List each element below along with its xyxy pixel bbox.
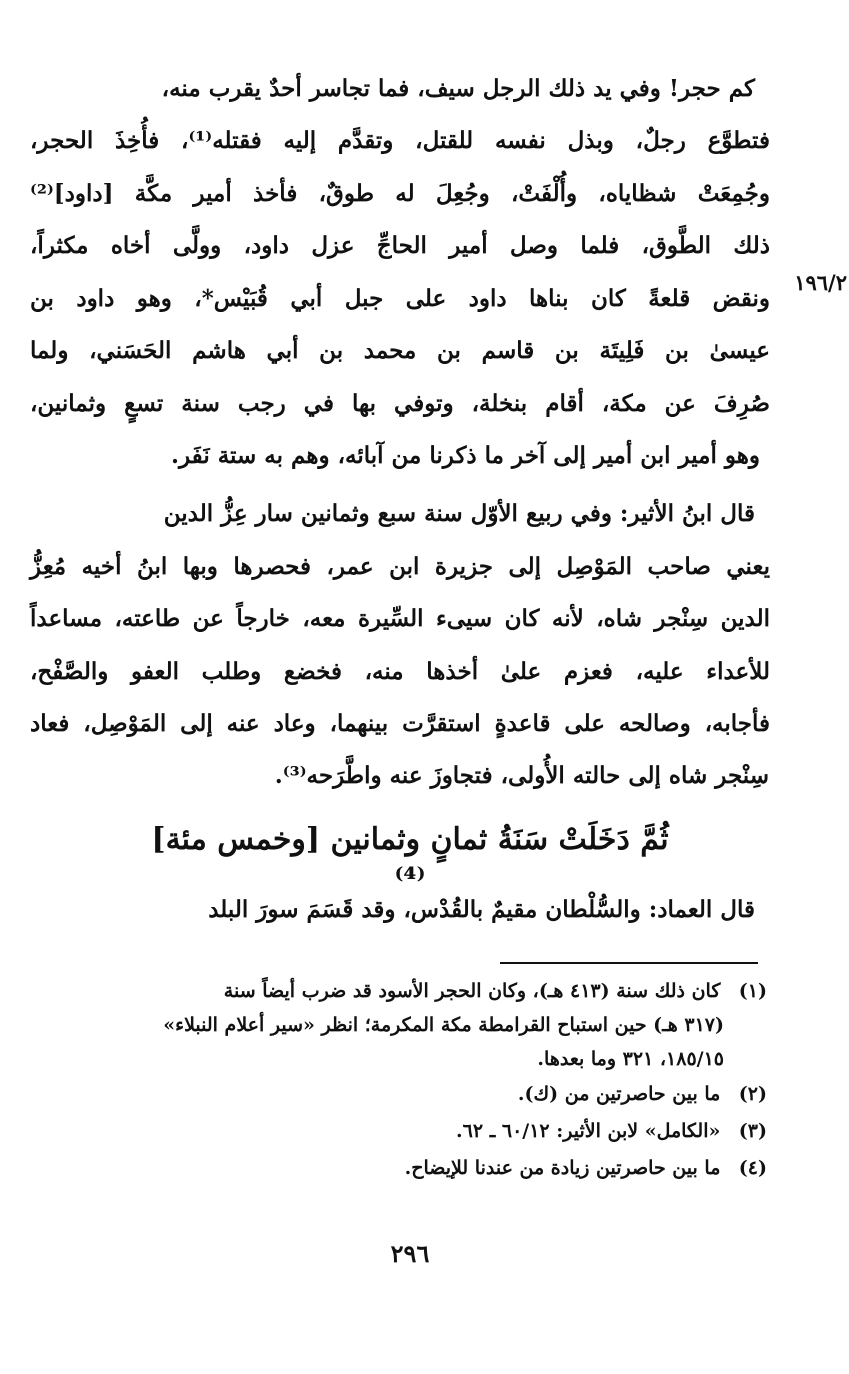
footnote-3-number: (٣) — [738, 1120, 767, 1142]
footnote-1-number: (١) — [738, 980, 767, 1002]
paragraph-1-line-7: صُرِفَ عن مكة، أقام بنخلة، وتوفي بها في رجب سنة تسعٍ وثمانين، — [30, 390, 770, 417]
footnote-2-number: (٢) — [738, 1083, 767, 1105]
paragraph-2-line-6: سِنْجر شاه إلى حالته الأُولى، فتجاوزَ عنه واطَّرَحه⁽³⁾. — [274, 762, 769, 789]
footnote-2 — [518, 1081, 767, 1107]
section-heading: ثُمَّ دَخَلَتْ سَنَةُ ثمانٍ وثمانين [وخمس مئة]⁽⁴⁾ — [151, 822, 669, 897]
paragraph-2-line-4: للأعداء عليه، فعزم علىٰ أخذها منه، فخضع وطلب العفو والصَّفْح، — [30, 658, 770, 685]
paragraph-2-line-5: فأجابه، وصالحه على قاعدةٍ استقرَّت بينهما، وعاد عنه إلى المَوْصِل، فعاد — [30, 710, 770, 737]
footnote-3 — [456, 1118, 767, 1144]
paragraph-2-line-1: قال ابنُ الأثير: وفي ربيع الأوّل سنة سبع وثمانين سار عِزُّ الدين — [163, 500, 755, 527]
footnote-1-line-2: (٣١٧ هـ) حين استباح القرامطة مكة المكرمة؛ انظر «سير أعلام النبلاء» — [163, 1014, 724, 1036]
paragraph-1-line-4: ذلك الطَّوق، فلما وصل أمير الحاجِّ عزل داود، وولَّى أخاه مكثراً، — [30, 232, 770, 259]
footnote-4-text: ما بين حاصرتين زيادة من عندنا للإيضاح. — [404, 1157, 721, 1179]
paragraph-1-line-1: كم حجر! وفي يد ذلك الرجل سيف، فما تجاسر أحدٌ يقرب منه، — [161, 75, 755, 102]
footnote-2-text: ما بين حاصرتين من (ك). — [517, 1083, 721, 1105]
footnote-4 — [405, 1155, 767, 1181]
footnote-1-line-3: ١٨٥/١٥، ٣٢١ وما بعدها. — [537, 1048, 724, 1070]
paragraph-1-line-2: فتطوَّع رجلٌ، وبذل نفسه للقتل، وتقدَّم إليه فقتله⁽¹⁾، فأُخِذَ الحجر، — [30, 127, 770, 154]
footnote-1-text-1: كان ذلك سنة (٤١٣ هـ)، وكان الحجر الأسود قد ضرب أيضاً سنة — [223, 980, 721, 1002]
paragraph-1-line-5: ونقض قلعةً كان بناها داود على جبل أبي قُبَيْس*، وهو داود بن — [30, 285, 770, 312]
footnote-4-number: (٤) — [738, 1157, 767, 1179]
paragraph-3-line-1: قال العماد: والسُّلْطان مقيمٌ بالقُدْس، وقد قَسَمَ سورَ البلد — [208, 896, 755, 923]
paragraph-1-line-3: وجُمِعَتْ شظاياه، وأُلْفَتْ، وجُعِلَ له طوقٌ، فأخذ أمير مكَّة [داود]⁽²⁾ — [30, 180, 770, 207]
footnote-3-text: «الكامل» لابن الأثير: ٦٠/١٢ ـ ٦٢. — [456, 1120, 721, 1142]
paragraph-1-line-8: وهو أمير ابن أمير إلى آخر ما ذكرنا من آبائه، وهم به ستة نَفَر. — [170, 442, 760, 469]
page-number: ٢٩٦ — [390, 1239, 430, 1268]
margin-reference: ١٩٦/٢ — [794, 270, 847, 295]
footnote-1-line-1 — [224, 978, 767, 1004]
paragraph-1-line-6: عيسىٰ بن فَلِيتَة بن قاسم بن محمد بن أبي هاشم الحَسَني، ولما — [30, 337, 770, 364]
footnote-divider — [500, 962, 758, 964]
paragraph-2-line-3: الدين سِنْجر شاه، لأنه كان سيىء السِّيرة معه، خارجاً عن طاعته، مساعداً — [30, 605, 770, 632]
paragraph-2-line-2: يعني صاحب المَوْصِل إلى جزيرة ابن عمر، فحصرها وبها ابنُ أخيه مُعِزُّ — [30, 553, 770, 580]
